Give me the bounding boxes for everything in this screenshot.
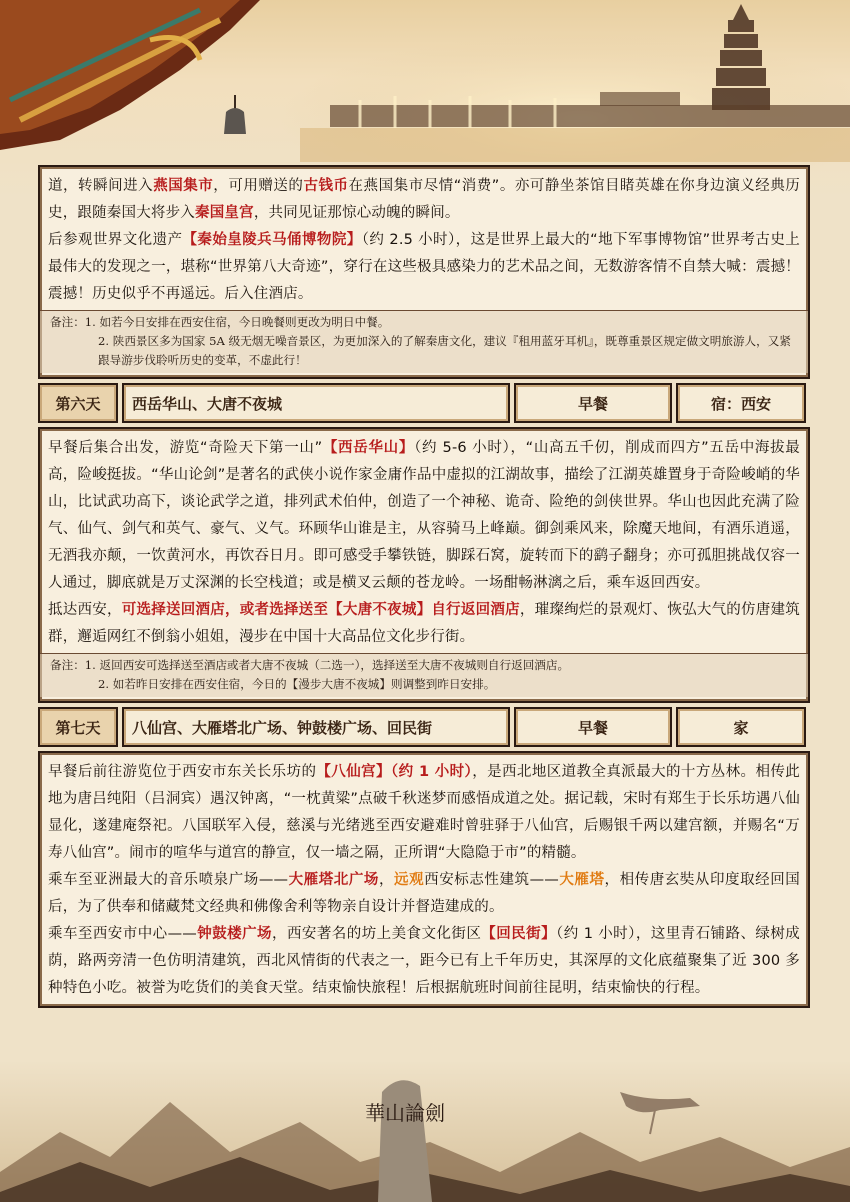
day-label: 第六天 bbox=[38, 383, 118, 423]
itinerary-document bbox=[38, 165, 810, 1008]
notes-section bbox=[40, 310, 808, 373]
meal-info: 早餐 bbox=[514, 707, 672, 747]
day-label: 第七天 bbox=[38, 707, 118, 747]
meal-info: 早餐 bbox=[514, 383, 672, 423]
roof-eave-icon bbox=[0, 0, 260, 150]
day7-content-panel bbox=[38, 751, 810, 1008]
paragraph: 乘车至亚洲最大的音乐喷泉广场——大雁塔北广场，远观西安标志性建筑——大雁塔，相传唐玄奘从印度取经回国后，为了供奉和储藏梵文经典和佛像舍利等物亲自设计并督造建成的。 bbox=[48, 872, 800, 915]
day6-header-row bbox=[38, 383, 810, 423]
paragraph: 早餐后集合出发，游览“奇险天下第一山”【西岳华山】（约 5-6 小时），“山高五千仞，削成而四方”五岳中海拔最高，险峻挺拔。“华山论剑”是著名的武侠小说作家金庸作品中虚拟的江湖故事，描绘了江湖英雄置身于奇险峻峭的华山，比试武功高下，谈论武学之道，排列武术伯仲，创造了一个神秘、诡奇、险绝的剑侠世界。华山也因此充满了险气、仙气、剑气和英气、豪气、义气。环顾华山谁是主，从容骑马上峰巅。御剑乘风来，除魔天地间，有酒乐逍遥，无酒我亦颠，一饮黄河水，再饮吞日月。即可感受手攀铁链，脚踩石窝，旋转而下的鹞子翻身；亦可孤胆挑战仅容一人通过，脚底就是万丈深渊的长空栈道；或是横叉云颠的苍龙岭。一场酣畅淋漓之后，乘车返回西安。 bbox=[48, 440, 801, 591]
landscape-header-illustration bbox=[0, 0, 850, 170]
notes-section bbox=[40, 653, 808, 697]
paragraph: 早餐后前往游览位于西安市东关长乐坊的【八仙宫】（约 1 小时），是西北地区道教全真派最大的十方丛林。相传此地为唐吕纯阳（吕洞宾）遇汉钟离，“一枕黄粱”点破千秋迷梦而感悟成道之处。据记载，宋时有郑生于长乐坊遇八仙显化，遂建庵祭祀。八国联军入侵，慈溪与光绪逃至西安避难时曾驻驿于八仙宫，后赐银千两以建宫额，并赐名“万寿八仙宫”。闹市的喧华与道宫的静宣，仅一墙之隔，正所谓“大隐隐于市”的精髓。 bbox=[48, 764, 800, 861]
paragraph: 乘车至西安市中心——钟鼓楼广场，西安著名的坊上美食文化街区【回民街】（约 1 小时），这里青石铺路、绿树成荫，路两旁清一色仿明清建筑，西北风情街的代表之一，距今已有上千年历史，其深厚的文化底蕴聚集了近 300 多种特色小吃。被誉为吃货们的美食天堂。结束愉快旅程！后根据航班时间前往昆明，结束愉快的行程。 bbox=[48, 926, 801, 996]
note-line: 备注：1. 如若今日安排在西安住宿，今日晚餐则更改为明日中餐。 bbox=[50, 315, 390, 329]
day5-continuation-panel bbox=[38, 165, 810, 379]
route-title: 西岳华山、大唐不夜城 bbox=[122, 383, 510, 423]
stone-engraving-text: 華山論劍 bbox=[365, 1101, 445, 1125]
day7-header-row bbox=[38, 707, 810, 747]
note-line: 备注：1. 返回西安可选择送至酒店或者大唐不夜城（二选一），选择送至大唐不夜城则自行返回酒店。 bbox=[50, 658, 570, 672]
accommodation-info: 家 bbox=[676, 707, 806, 747]
note-line: 2. 陕西景区多为国家 5A 级无烟无噪音景区，为更加深入的了解秦唐文化，建议『租用蓝牙耳机』，既尊重景区规定做文明旅游人，又紧跟导游步伐聆听历史的变革，不虚此行！ bbox=[98, 334, 791, 367]
route-title: 八仙宫、大雁塔北广场、钟鼓楼广场、回民街 bbox=[122, 707, 510, 747]
paragraph: 后参观世界文化遗产【秦始皇陵兵马俑博物院】（约 2.5 小时），这是世界上最大的“地下军事博物馆”世界考古史上最伟大的发现之一，堪称“世界第八大奇迹”，穿行在这些极具感染力的艺术品之间，无数游客情不自禁大喊：震撼！震撼！历史似乎不再遥远。后入住酒店。 bbox=[48, 232, 800, 302]
mountain-footer-illustration bbox=[0, 1062, 850, 1202]
paragraph: 道，转瞬间进入燕国集市，可用赠送的古钱币在燕国集市尽情“消费”。亦可静坐茶馆目睹英雄在你身边演义经典历史，跟随秦国大将步入秦国皇宫，共同见证那惊心动魄的瞬间。 bbox=[48, 178, 800, 221]
crane-icon bbox=[620, 1092, 700, 1134]
day6-content-panel bbox=[38, 427, 810, 703]
note-line: 2. 如若昨日安排在西安住宿，今日的【漫步大唐不夜城】则调整到昨日安排。 bbox=[98, 677, 496, 691]
paragraph: 抵达西安，可选择送回酒店，或者选择送至【大唐不夜城】自行返回酒店，璀璨绚烂的景观灯、恢弘大气的仿唐建筑群，邂逅网红不倒翁小姐姐，漫步在中国十大高品位文化步行街。 bbox=[48, 602, 800, 645]
accommodation-info: 宿：西安 bbox=[676, 383, 806, 423]
bell-icon bbox=[224, 95, 246, 134]
